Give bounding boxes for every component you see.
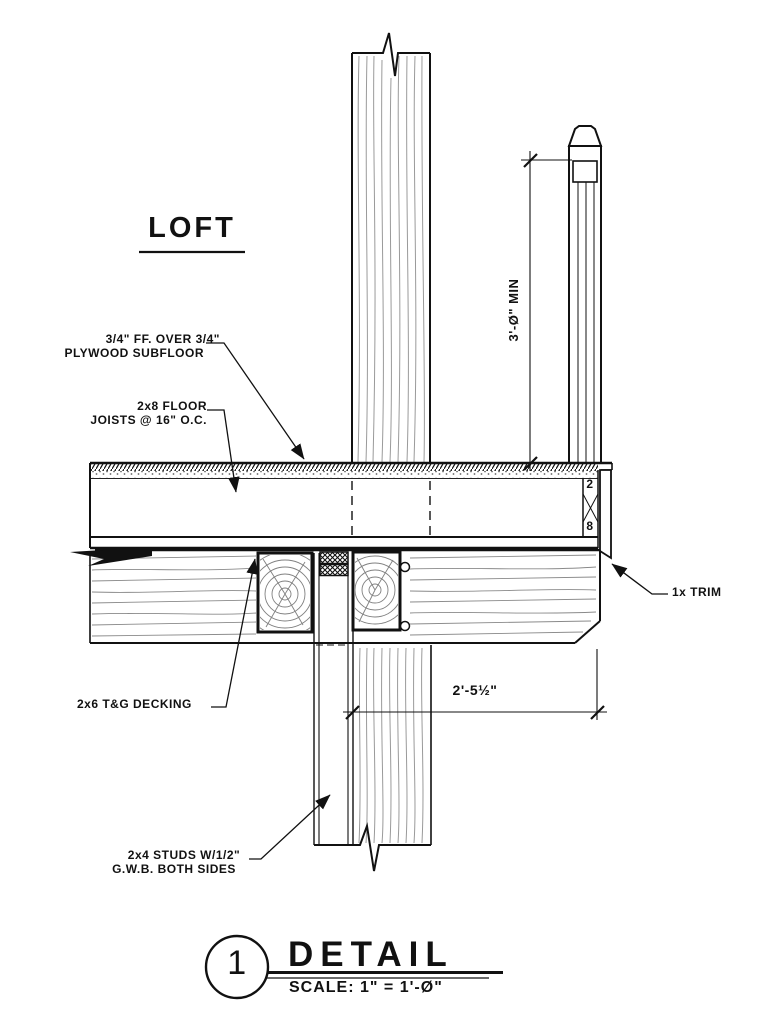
bolt-head xyxy=(401,563,410,572)
label-decking: 2x6 T&G DECKING xyxy=(77,697,192,711)
label-trim: 1x TRIM xyxy=(672,585,722,599)
center-post-above-floor xyxy=(352,33,430,463)
break-line-left xyxy=(70,547,152,566)
label-subfloor-line2: PLYWOOD SUBFLOOR xyxy=(64,346,204,360)
bolt-head xyxy=(401,622,410,631)
leader-joists xyxy=(207,410,236,492)
break-line-bottom xyxy=(314,826,431,871)
rim-size-top: 2 xyxy=(586,477,594,491)
trim-board xyxy=(600,463,612,558)
leader-studs xyxy=(249,795,330,859)
leader-decking xyxy=(211,559,255,707)
plywood-subfloor-hatch xyxy=(90,471,598,478)
label-studs-line2: G.W.B. BOTH SIDES xyxy=(112,862,236,876)
wood-grain-vertical xyxy=(359,648,423,843)
leader-subfloor xyxy=(206,343,304,459)
rail-section xyxy=(573,161,597,182)
label-joists-line1: 2x8 FLOOR xyxy=(137,399,207,413)
label-studs-line1: 2x4 STUDS W/1/2" xyxy=(127,848,241,862)
page-title: LOFT xyxy=(148,212,236,244)
dim-floor-overhang: 2'-5½" xyxy=(452,682,498,698)
detail-scale: SCALE: 1" = 1'-Ø" xyxy=(289,979,443,996)
floor-assembly xyxy=(90,463,612,558)
finish-floor-hatch xyxy=(90,464,598,471)
decking-assembly xyxy=(70,547,600,645)
leader-trim xyxy=(612,564,668,594)
dim-guardrail-height: 3'-Ø" MIN xyxy=(506,278,521,342)
rim-size-bottom: 8 xyxy=(586,519,594,533)
stud-wall-below xyxy=(314,553,353,845)
blocking-end-grain-right xyxy=(341,552,409,630)
break-line-top xyxy=(352,33,430,76)
detail-title: DETAIL xyxy=(288,935,454,974)
label-joists-line2: JOISTS @ 16" O.C. xyxy=(90,413,207,427)
post-cap xyxy=(569,126,601,146)
detail-number: 1 xyxy=(227,944,247,982)
guardrail-post xyxy=(569,126,601,463)
wood-grain-vertical xyxy=(358,56,424,462)
center-post-hidden-lines xyxy=(352,481,430,536)
label-subfloor-line1: 3/4" FF. OVER 3/4" xyxy=(105,332,220,346)
double-top-plate-2x4 xyxy=(320,552,348,576)
rail-height-dimension xyxy=(521,151,572,471)
center-post-below-floor xyxy=(314,645,431,871)
